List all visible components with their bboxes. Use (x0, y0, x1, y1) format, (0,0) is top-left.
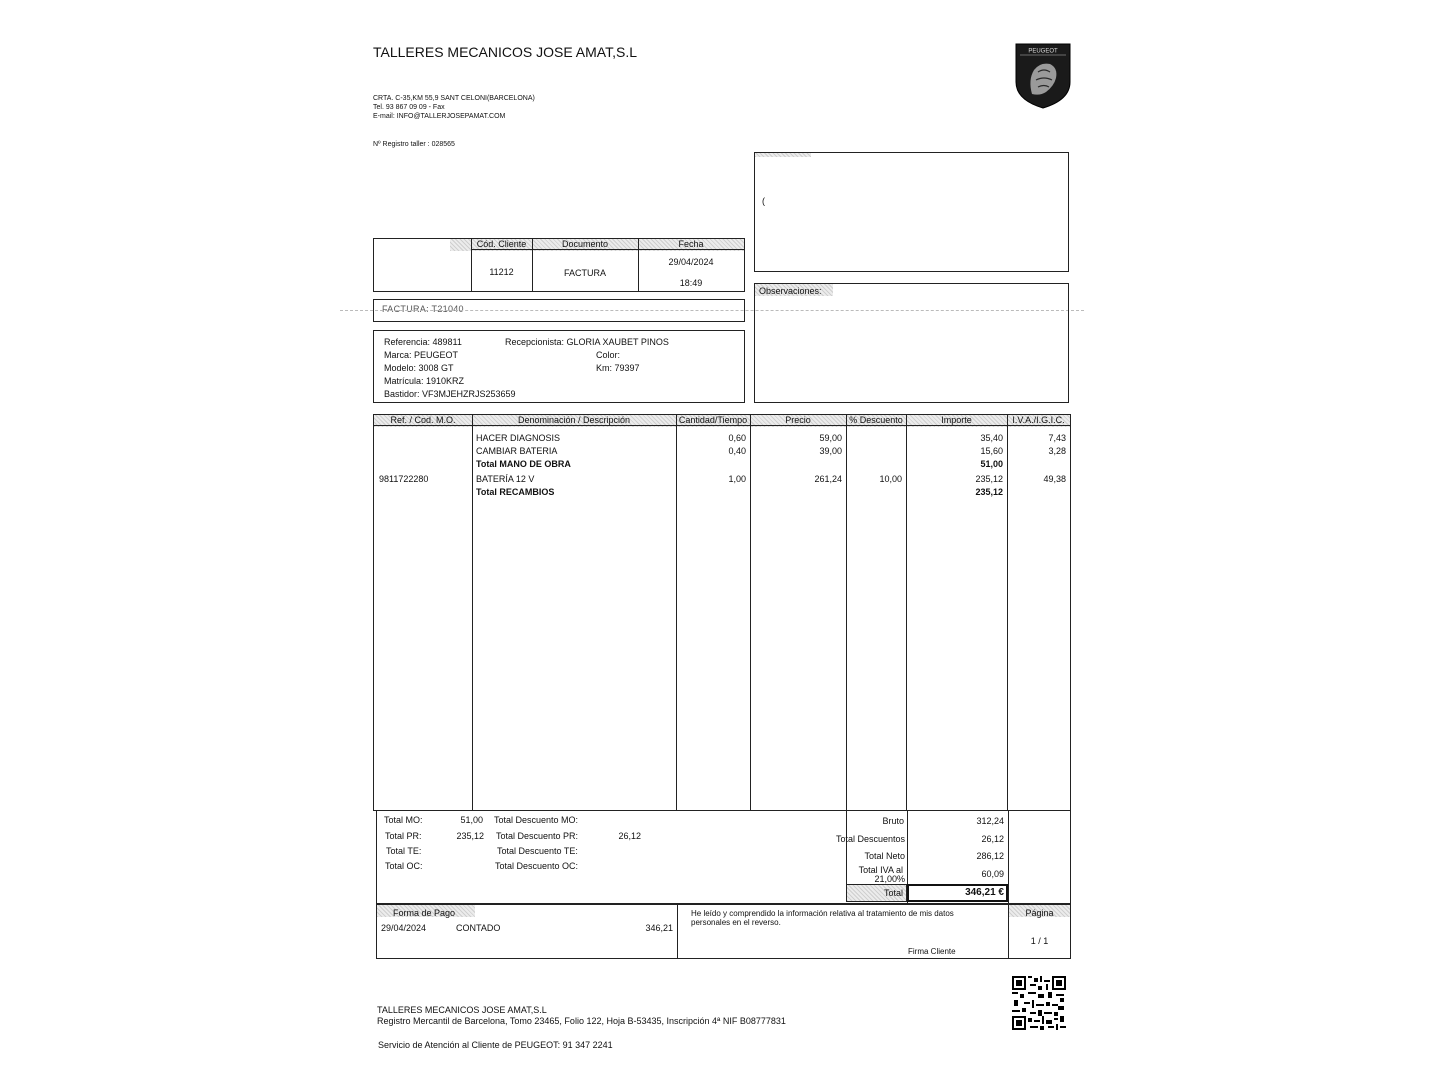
client-code-value: 11212 (489, 267, 514, 277)
company-phone: Tel. 93 867 09 09 - Fax (373, 104, 445, 111)
customer-address-box (754, 152, 1069, 272)
table-row (374, 487, 1070, 499)
row-amount: 15,60 (980, 446, 1003, 456)
bruto-value: 312,24 (976, 816, 1004, 826)
qr-code-icon (1012, 976, 1066, 1030)
total-discount-oc-label: Total Descuento OC: (495, 861, 579, 871)
row-price: 39,00 (819, 446, 842, 456)
page-label: Página (1025, 908, 1054, 918)
total-neto-value: 286,12 (976, 851, 1004, 861)
table-row (374, 433, 1070, 445)
date-value: 29/04/2024 (668, 257, 714, 267)
vehicle-recepcionista: Recepcionista: GLORIA XAUBET PINOS (505, 337, 669, 347)
row-ref: 9811722280 (379, 474, 429, 484)
logo-brand-text: PEUGEOT (1028, 48, 1058, 55)
vehicle-matricula: Matrícula: 1910KRZ (384, 376, 465, 386)
customer-address-text: ( (762, 196, 765, 206)
total-mo-label: Total MO: (384, 815, 423, 825)
total-iva-rate: 21,00% (874, 874, 905, 884)
row-amount: 51,00 (980, 459, 1003, 469)
total-neto-label: Total Neto (864, 851, 905, 861)
row-price: 261,24 (814, 474, 842, 484)
header-iva: I.V.A./I.G.I.C. (1007, 415, 1070, 426)
total-te-label: Total TE: (386, 846, 422, 856)
header-ref: Ref. / Cod. M.O. (374, 415, 472, 426)
company-name: TALLERES MECANICOS JOSE AMAT,S.L (373, 44, 637, 60)
page-value: 1 / 1 (1030, 936, 1049, 946)
row-description: CAMBIAR BATERIA (476, 446, 558, 456)
row-iva: 7,43 (1048, 433, 1066, 443)
document-label: Documento (532, 239, 638, 250)
vehicle-info-box (373, 330, 745, 403)
total-iva-value: 60,09 (981, 869, 1004, 879)
header-price: Precio (750, 415, 846, 426)
header-discount: % Descuento (846, 415, 906, 426)
peugeot-logo (1012, 42, 1074, 110)
payment-date: 29/04/2024 (381, 923, 427, 933)
totals-box (376, 810, 1071, 904)
document-header-box (373, 238, 745, 292)
peugeot-shield-icon (1012, 42, 1074, 110)
vehicle-color: Color: (596, 350, 621, 360)
total-pr-value: 235,12 (456, 831, 484, 841)
observaciones-label: Observaciones: (759, 286, 822, 296)
row-amount: 235,12 (975, 474, 1003, 484)
row-discount: 10,00 (879, 474, 902, 484)
consent-text-2: personales en el reverso. (691, 918, 781, 927)
row-iva: 3,28 (1048, 446, 1066, 456)
vehicle-referencia: Referencia: 489811 (384, 337, 462, 347)
client-code-label: Cód. Cliente (471, 239, 532, 250)
total-descuentos-label: Total Descuentos (835, 834, 905, 844)
payment-method: CONTADO (456, 923, 501, 933)
grand-total-label: Total (883, 888, 903, 898)
table-row (374, 474, 1070, 486)
workshop-registry: Nº Registro taller : 028565 (373, 141, 455, 148)
total-mo-value: 51,00 (460, 815, 483, 825)
row-price: 59,00 (819, 433, 842, 443)
table-row (374, 459, 1070, 471)
payment-label: Forma de Pago (393, 908, 456, 918)
consent-text-1: He leído y comprendido la información relativa al tratamiento de mis datos (691, 909, 954, 918)
row-amount: 35,40 (980, 433, 1003, 443)
header-amount: Importe (906, 415, 1007, 426)
bruto-label: Bruto (882, 816, 904, 826)
row-description: BATERÍA 12 V (476, 474, 535, 484)
footer-company-name: TALLERES MECANICOS JOSE AMAT,S.L (377, 1005, 547, 1015)
observaciones-box (754, 283, 1069, 403)
date-label: Fecha (638, 239, 744, 250)
signature-label: Firma Cliente (908, 947, 956, 956)
qr-code (1012, 976, 1066, 1030)
row-description: HACER DIAGNOSIS (476, 433, 561, 443)
company-email: E-mail: INFO@TALLERJOSEPAMAT.COM (373, 113, 506, 120)
company-address: CRTA. C-35,KM 55,9 SANT CELONI(BARCELONA) (373, 95, 535, 102)
vehicle-km: Km: 79397 (596, 363, 640, 373)
document-value: FACTURA (563, 268, 606, 278)
payment-amount: 346,21 (645, 923, 673, 933)
vehicle-bastidor: Bastidor: VF3MJEHZRJS253659 (384, 389, 516, 399)
total-discount-te-label: Total Descuento TE: (497, 846, 578, 856)
invoice-number: FACTURA: T21040 (382, 304, 464, 314)
grand-total-value: 346,21 € (965, 887, 1004, 898)
total-discount-mo-label: Total Descuento MO: (494, 815, 579, 825)
vehicle-modelo: Modelo: 3008 GT (384, 363, 454, 373)
total-pr-label: Total PR: (385, 831, 422, 841)
row-iva: 49,38 (1043, 474, 1066, 484)
footer-info-box (376, 904, 1071, 959)
table-row (374, 446, 1070, 458)
vehicle-marca: Marca: PEUGEOT (384, 350, 459, 360)
total-iva-label: Total IVA al (858, 865, 903, 875)
row-description: Total RECAMBIOS (476, 487, 555, 497)
header-description: Denominación / Descripción (472, 415, 676, 426)
footer-service: Servicio de Atención al Cliente de PEUGEOT: 91 347 2241 (378, 1040, 613, 1050)
footer-registry: Registro Mercantil de Barcelona, Tomo 23465, Folio 122, Hoja B-53435, Inscripción 4ª NIF B08777831 (377, 1016, 786, 1026)
row-quantity: 0,40 (728, 446, 746, 456)
total-discount-pr-label: Total Descuento PR: (496, 831, 579, 841)
items-table (373, 414, 1071, 811)
total-discount-pr-value: 26,12 (618, 831, 641, 841)
row-description: Total MANO DE OBRA (476, 459, 571, 469)
row-amount: 235,12 (975, 487, 1003, 497)
time-value: 18:49 (679, 278, 703, 288)
row-quantity: 1,00 (728, 474, 746, 484)
row-quantity: 0,60 (728, 433, 746, 443)
total-descuentos-value: 26,12 (981, 834, 1004, 844)
header-quantity: Cantidad/Tiempo (676, 415, 750, 426)
total-oc-label: Total OC: (385, 861, 423, 871)
